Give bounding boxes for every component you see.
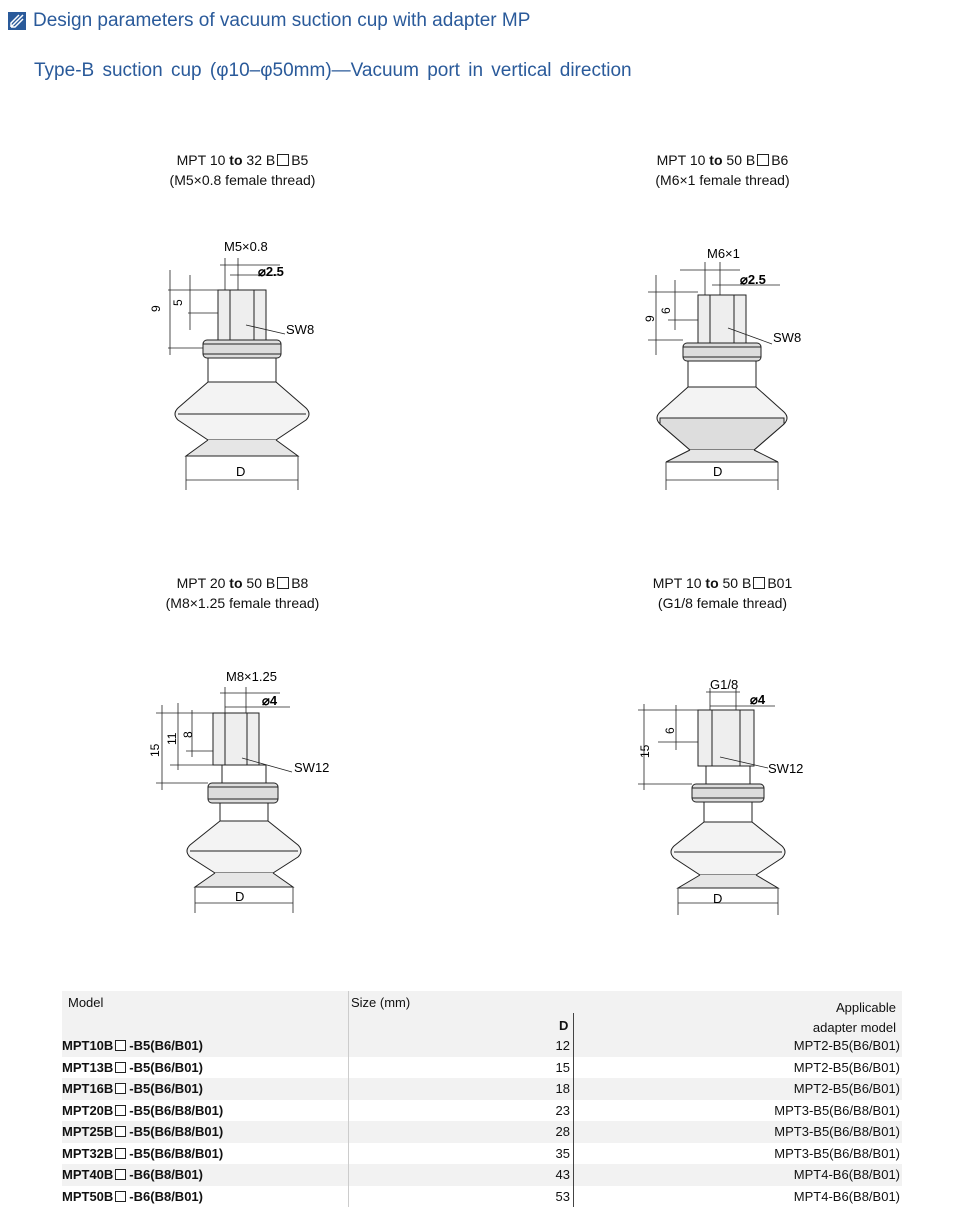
drawing-4-label <box>630 573 815 613</box>
table-row: MPT32B -B5(B6/B8/B01) 35 MPT3-B5(B6/B8/B01) <box>62 1143 902 1165</box>
dim-thread-4: G1/8 <box>710 677 739 692</box>
dim-outer-2: 9 <box>643 315 657 322</box>
drawing-2-label <box>630 150 815 190</box>
pencil-ruler-icon <box>8 12 26 30</box>
dim-d-4: D <box>713 891 723 906</box>
dim-d-2: D <box>713 464 723 479</box>
drawing-3-label <box>150 573 335 613</box>
size-table <box>62 991 902 1207</box>
table-body <box>62 1035 902 1207</box>
table-row: MPT20B -B5(B6/B8/B01) 23 MPT3-B5(B6/B8/B01) <box>62 1100 902 1122</box>
header-adapter: Applicable adapter model <box>812 1000 896 1035</box>
table-row: MPT10B -B5(B6/B01) 12 MPT2-B5(B6/B01) <box>62 1035 902 1057</box>
header-d: D <box>559 1018 569 1033</box>
drawing-3-thread: (M8×1.25 female thread) <box>165 595 320 611</box>
dim-inner-3: 8 <box>181 731 195 738</box>
drawing-3-model: MPT 20 to 50 B B8 <box>176 575 309 591</box>
table-row: MPT50B -B6(B8/B01) 53 MPT4-B6(B8/B01) <box>62 1186 902 1208</box>
drawing-1-model: MPT 10 to 32 B B5 <box>176 152 309 168</box>
section-title <box>8 10 530 32</box>
header-model: Model <box>68 995 104 1010</box>
table-row: MPT16B -B5(B6/B01) 18 MPT2-B5(B6/B01) <box>62 1078 902 1100</box>
dim-inner-4: 6 <box>663 727 677 734</box>
table-row: MPT25B -B5(B6/B8/B01) 28 MPT3-B5(B6/B8/B01) <box>62 1121 902 1143</box>
dim-bore-2: ⌀2.5 <box>740 272 766 287</box>
drawing-2-thread: (M6×1 female thread) <box>655 172 790 188</box>
dim-inner-2: 6 <box>659 307 673 314</box>
header-size: Size (mm) <box>351 995 411 1010</box>
drawing-4-model: MPT 10 to 50 B B01 <box>652 575 793 591</box>
dim-outer-1: 9 <box>149 305 163 312</box>
dim-d-3: D <box>235 889 245 904</box>
table-header <box>62 991 902 1035</box>
page-title: Design parameters of vacuum suction cup with adapter MP <box>33 10 531 31</box>
suction-cup-drawing-2 <box>620 240 820 500</box>
dim-bore-3: ⌀4 <box>262 693 278 708</box>
drawing-1-thread: (M5×0.8 female thread) <box>169 172 316 188</box>
dim-wrench-1: SW8 <box>286 322 315 337</box>
dim-thread-2: M6×1 <box>707 246 740 261</box>
dim-bore-4: ⌀4 <box>750 692 766 707</box>
dim-d-1: D <box>236 464 246 479</box>
dim-outer-3: 15 <box>148 743 162 757</box>
dim-inner-1: 5 <box>171 299 185 306</box>
dim-outer-4: 15 <box>638 744 652 758</box>
dim-wrench-3: SW12 <box>294 760 330 775</box>
table-row: MPT40B -B6(B8/B01) 43 MPT4-B6(B8/B01) <box>62 1164 902 1186</box>
suction-cup-drawing-1 <box>140 230 340 500</box>
drawing-4-thread: (G1/8 female thread) <box>657 595 788 611</box>
dim-wrench-4: SW12 <box>768 761 804 776</box>
page-subtitle: Type-B suction cup (φ10–φ50mm)—Vacuum port in vertical direction <box>34 60 632 81</box>
suction-cup-drawing-3 <box>140 665 340 920</box>
dim-wrench-2: SW8 <box>773 330 802 345</box>
dim-thread-3: M8×1.25 <box>226 669 277 684</box>
suction-cup-drawing-4 <box>620 670 820 920</box>
drawing-1-label <box>150 150 335 190</box>
table-row: MPT13B -B5(B6/B01) 15 MPT2-B5(B6/B01) <box>62 1057 902 1079</box>
dim-mid-3: 11 <box>165 732 179 745</box>
dim-thread-1: M5×0.8 <box>224 239 268 254</box>
drawing-2-model: MPT 10 to 50 B B6 <box>656 152 789 168</box>
dim-bore-1: ⌀2.5 <box>258 264 284 279</box>
